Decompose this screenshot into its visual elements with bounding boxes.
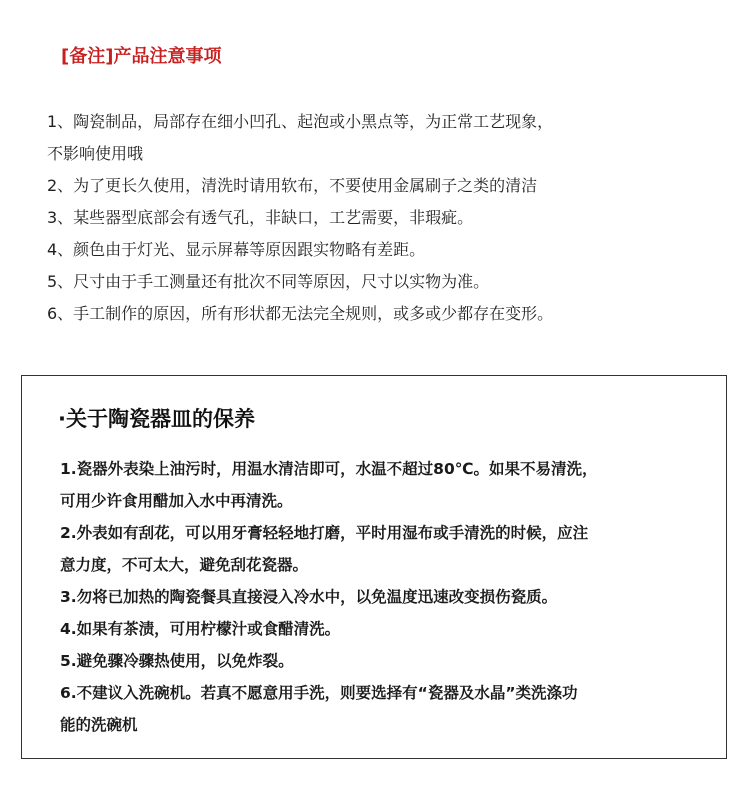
notes-line: 3、某些器型底部会有透气孔，非缺口，工艺需要，非瑕疵。	[47, 208, 474, 227]
care-line: 3.勿将已加热的陶瓷餐具直接浸入冷水中，以免温度迅速改变损伤瓷质。	[60, 588, 558, 606]
care-box	[21, 375, 727, 759]
care-list	[60, 453, 708, 741]
notes-list	[47, 106, 727, 330]
care-line: 能的洗碗机	[60, 716, 138, 734]
notes-line: 6、手工制作的原因，所有形状都无法完全规则，或多或少都存在变形。	[47, 304, 554, 323]
care-title: ·关于陶瓷器皿的保养	[58, 407, 255, 431]
notes-line: 4、颜色由于灯光、显示屏幕等原因跟实物略有差距。	[47, 240, 426, 259]
care-line: 意力度，不可太大，避免刮花瓷器。	[60, 556, 309, 574]
notes-line: 1、陶瓷制品，局部存在细小凹孔、起泡或小黑点等，为正常工艺现象，	[47, 112, 554, 131]
notes-line: 不影响使用哦	[47, 144, 144, 163]
notes-line: 2、为了更长久使用，清洗时请用软布，不要使用金属刷子之类的清洁	[47, 176, 538, 195]
care-line: 可用少许食用醋加入水中再清洗。	[60, 492, 293, 510]
notes-title: [备注]产品注意事项	[61, 46, 222, 67]
care-line: 5.避免骤冷骤热使用，以免炸裂。	[60, 652, 294, 670]
care-line: 1.瓷器外表染上油污时，用温水清洁即可，水温不超过80℃。如果不易清洗，	[60, 460, 598, 478]
notes-line: 5、尺寸由于手工测量还有批次不同等原因，尺寸以实物为准。	[47, 272, 490, 291]
care-line: 2.外表如有刮花，可以用牙膏轻轻地打磨，平时用湿布或手清洗的时候，应注	[60, 524, 589, 542]
care-line: 4.如果有茶渍，可用柠檬汁或食醋清洗。	[60, 620, 341, 638]
care-line: 6.不建议入洗碗机。若真不愿意用手洗，则要选择有“瓷器及水晶”类洗涤功	[60, 684, 578, 702]
